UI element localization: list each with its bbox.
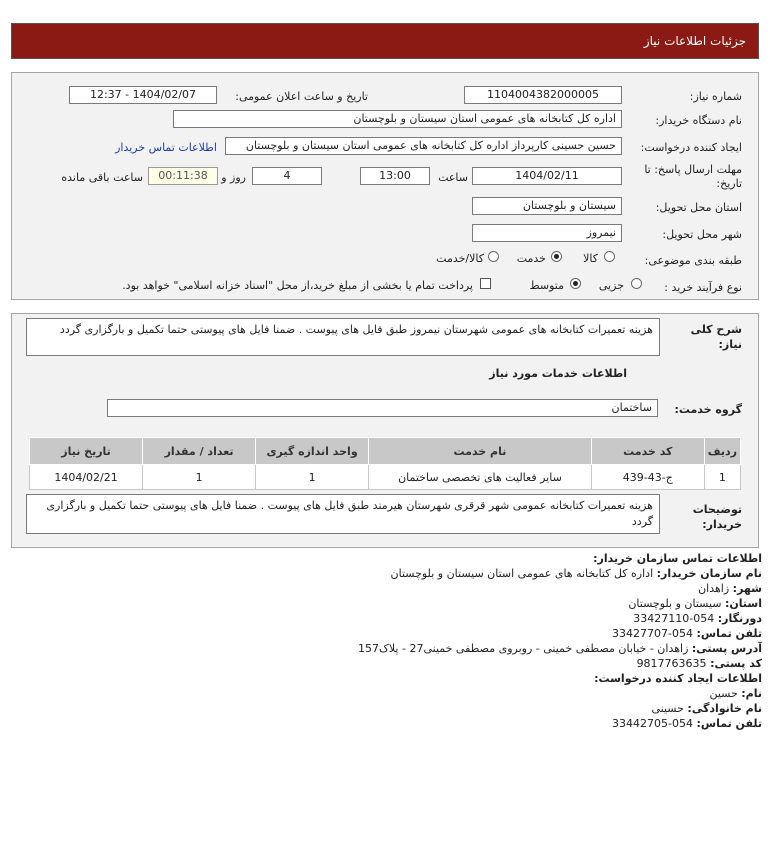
category-option-goods-service: کالا/خدمت (436, 252, 484, 265)
creator-first-line (709, 687, 762, 700)
category-option-service: خدمت (516, 252, 546, 265)
cell-code: ج-43-439 (591, 465, 704, 490)
page-header (11, 23, 759, 59)
delivery-province-field[interactable]: سیستان و بلوچستان (472, 197, 622, 215)
contact-title-text: اطلاعات تماس سازمان خریدار: (593, 552, 762, 565)
buyer-contact-link[interactable]: اطلاعات تماس خریدار (115, 141, 217, 154)
announce-field[interactable]: 1404/02/07 - 12:37 (69, 86, 217, 104)
service-group-field[interactable]: ساختمان (107, 399, 658, 417)
category-radio-goods-service[interactable] (488, 251, 499, 262)
creator-info-title (594, 672, 762, 685)
treasury-checkbox[interactable] (480, 278, 491, 289)
contact-fax: 054-33427110 (633, 612, 715, 625)
days-field[interactable]: 4 (252, 167, 322, 185)
deadline-date-field[interactable]: 1404/02/11 (472, 167, 622, 185)
contact-address: زاهدان - خیابان مصطفی خمینی - روبروی مصطفی خمینی27 - پلاک157 (358, 642, 689, 655)
contact-postal: 9817763635 (636, 657, 707, 670)
contact-org: اداره کل کتابخانه های عمومی استان سیستان و بلوچستان (390, 567, 654, 580)
deadline-label (642, 163, 742, 191)
contact-org-label: نام سازمان خریدار: (656, 567, 762, 580)
cell-qty: 1 (143, 465, 256, 490)
delivery-city-label: شهر محل تحویل: (662, 228, 742, 241)
page-title: جزئیات اطلاعات نیاز (643, 34, 746, 48)
contact-phone: 054-33427707 (612, 627, 694, 640)
summary-text: هزینه تعمیرات کتابخانه های عمومی شهرستان نیمروز طبق فایل های پیوست . ضمنا فایل های پیوستی حتما تکمیل و بارگزاری گردد (26, 318, 660, 356)
cell-unit: 1 (256, 465, 369, 490)
deadline-time-field[interactable]: 13:00 (360, 167, 430, 185)
table-row[interactable] (30, 465, 741, 490)
summary-label (684, 322, 742, 352)
delivery-province-label: استان محل تحویل: (655, 201, 742, 214)
services-table-header (30, 438, 741, 465)
col-code: کد خدمت (591, 438, 704, 465)
creator-phone-label: تلفن تماس: (696, 717, 762, 730)
contact-city-line (698, 582, 762, 595)
remaining-label: ساعت باقی مانده (61, 171, 143, 184)
creator-label: ایجاد کننده درخواست: (640, 141, 742, 154)
process-option-medium: متوسط (529, 279, 564, 292)
col-unit: واحد اندازه گیری (256, 438, 369, 465)
creator-info-title-text: اطلاعات ایجاد کننده درخواست: (594, 672, 762, 685)
delivery-city-field[interactable]: نیمروز (472, 224, 622, 242)
col-name: نام خدمت (369, 438, 592, 465)
col-row: ردیف (704, 438, 740, 465)
category-option-goods: کالا (583, 252, 598, 265)
treasury-note: پرداخت تمام یا بخشی از مبلغ خرید،از محل "اسناد خزانه اسلامی" خواهد بود. (122, 279, 473, 292)
process-radio-medium[interactable] (570, 278, 581, 289)
cell-row: 1 (704, 465, 740, 490)
contact-city: زاهدان (698, 582, 730, 595)
creator-last: حسینی (651, 702, 684, 715)
creator-phone: 054-33442705 (612, 717, 694, 730)
contact-fax-label: دورنگار: (717, 612, 762, 625)
buyer-org-label: نام دستگاه خریدار: (655, 114, 742, 127)
cell-date: 1404/02/21 (30, 465, 143, 490)
category-label: طبقه بندی موضوعی: (644, 254, 742, 267)
contact-province: سیستان و بلوچستان (628, 597, 722, 610)
deadline-label-text: مهلت ارسال پاسخ: تا تاریخ: (644, 163, 742, 190)
contact-province-label: استان: (725, 597, 762, 610)
need-number-field[interactable]: 1104004382000005 (464, 86, 622, 104)
services-table (29, 437, 741, 490)
contact-postal-label: کد پستی: (710, 657, 762, 670)
creator-first: حسین (709, 687, 738, 700)
contact-address-line (358, 642, 762, 655)
contact-title (593, 552, 762, 565)
need-number-label: شماره نیاز: (689, 90, 742, 103)
days-label: روز و (221, 171, 246, 184)
cell-name: سایر فعالیت های تخصصی ساختمان (369, 465, 592, 490)
contact-phone-line (612, 627, 762, 640)
creator-phone-line (612, 717, 762, 730)
buyer-notes-label (680, 502, 742, 532)
contact-fax-line (633, 612, 762, 625)
contact-phone-label: تلفن تماس: (696, 627, 762, 640)
announce-label: تاریخ و ساعت اعلان عمومی: (235, 90, 368, 103)
creator-first-label: نام: (741, 687, 762, 700)
buyer-org-field[interactable]: اداره کل کتابخانه های عمومی استان سیستان و بلوچستان (173, 110, 622, 128)
creator-last-label: نام خانوادگی: (687, 702, 762, 715)
col-qty: تعداد / مقدار (143, 438, 256, 465)
contact-address-label: آدرس پستی: (691, 642, 762, 655)
remaining-timer: 00:11:38 (148, 167, 218, 185)
category-radio-service[interactable] (551, 251, 562, 262)
buyer-notes-text: هزینه تعمیرات کتابخانه عمومی شهر قرقری شهرستان هیرمند طبق فایل های پیوست . ضمنا فایل های پیوستی حتما تکمیل و بارگزاری گردد (26, 494, 660, 534)
creator-field[interactable]: حسین حسینی کارپرداز اداره کل کتابخانه های عمومی استان سیستان و بلوچستان (225, 137, 622, 155)
process-option-minor: جزیی (598, 279, 624, 292)
buyer-notes-label-text: توضیحات خریدار: (692, 503, 742, 531)
creator-last-line (652, 702, 763, 715)
services-title: اطلاعات خدمات مورد نیاز (489, 367, 627, 380)
service-group-label: گروه خدمت: (674, 403, 742, 416)
category-radio-goods[interactable] (604, 251, 615, 262)
contact-city-label: شهر: (732, 582, 762, 595)
summary-label-text: شرح کلی نیاز: (690, 323, 742, 351)
process-label: نوع فرآیند خرید : (664, 281, 742, 294)
contact-org-line (391, 567, 762, 580)
deadline-time-label: ساعت (438, 171, 468, 184)
contact-postal-line (637, 657, 762, 670)
col-date: تاریخ نیاز (30, 438, 143, 465)
contact-province-line (628, 597, 762, 610)
process-radio-minor[interactable] (631, 278, 642, 289)
